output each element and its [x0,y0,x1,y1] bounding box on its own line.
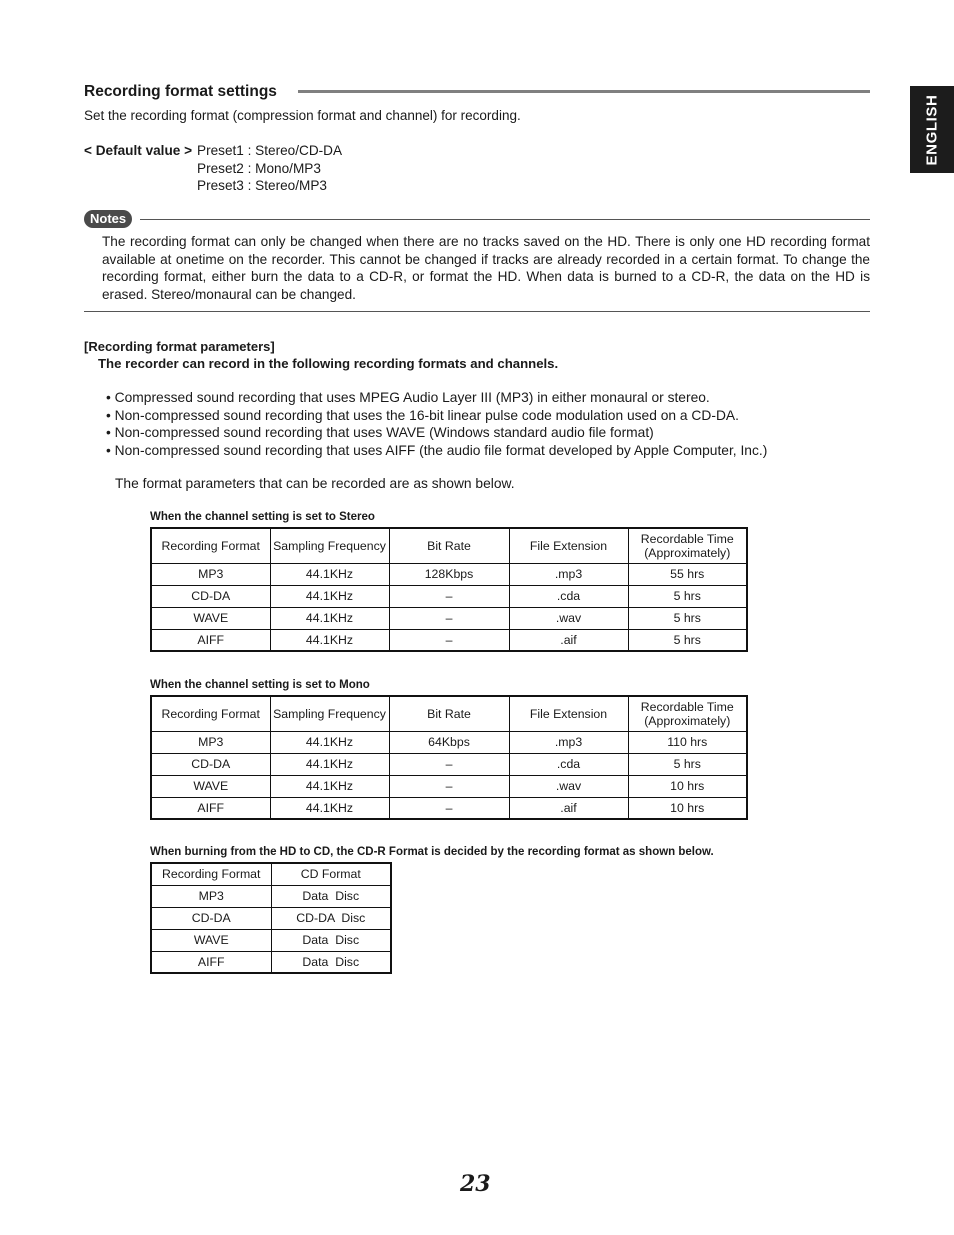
default-value-label: < Default value > [84,143,193,158]
stereo-table-caption: When the channel setting is set to Stereo [150,511,375,523]
section-title: Recording format settings [84,83,277,100]
table-header: Bit Rate [389,696,509,731]
table-cell: 44.1KHz [270,563,389,585]
table-cell: – [389,797,509,819]
table-cell: 110 hrs [628,731,747,753]
table-cell: 55 hrs [628,563,747,585]
table-header: Sampling Frequency [270,528,389,563]
table-cell: MP3 [151,731,270,753]
parameters-subheading: The recorder can record in the following recording formats and channels. [98,356,559,371]
title-rule [298,90,870,93]
table-cell: 44.1KHz [270,731,389,753]
list-item: • Non-compressed sound recording that uses AIFF (the audio file format developed by Apple Computer, Inc.) [106,442,768,458]
table-cell: Data Disc [271,951,391,973]
table-header: Recording Format [151,863,271,885]
table-row [151,563,747,585]
table-cell: .wav [509,607,628,629]
table-cell: – [389,585,509,607]
table-header: Sampling Frequency [270,696,389,731]
table-cell: AIFF [151,797,270,819]
table-cell: Data Disc [271,929,391,951]
table-row [151,753,747,775]
cd-format-table [150,862,392,974]
table-cell: 44.1KHz [270,797,389,819]
table-row [151,731,747,753]
table-header: Recording Format [151,696,270,731]
table-cell: .aif [509,797,628,819]
list-item: • Non-compressed sound recording that uses WAVE (Windows standard audio file format) [106,425,654,440]
table-cell: .mp3 [509,563,628,585]
table-cell: WAVE [151,929,271,951]
table-header: File Extension [509,696,628,731]
table-cell: CD-DA [151,753,270,775]
table-cell: .aif [509,629,628,651]
table-header: Recordable Time (Approximately) [628,696,747,731]
table-cell: 5 hrs [628,629,747,651]
preset3: Preset3 : Stereo/MP3 [197,178,327,193]
mono-format-table [150,695,748,820]
cd-table-caption: When burning from the HD to CD, the CD-R Format is decided by the recording format as shown below. [150,846,714,858]
stereo-format-table [150,527,748,652]
table-cell: .cda [509,585,628,607]
table-row [151,797,747,819]
table-cell: 44.1KHz [270,753,389,775]
notes-divider-top [140,219,870,220]
notes-body: The recording format can only be changed when there are no tracks saved on the HD. There is only one HD recording format available at onetime on the recorder. This cannot be changed if tracks are already recorded in a certain format. To change the recording format, either burn the data to a CD-R, or format the HD. When data is burned to a CD-R, the data on the HD is erased. Stereo/monaural can be changed. [102,234,870,302]
table-row [151,585,747,607]
table-row [151,951,391,973]
table-cell: 10 hrs [628,797,747,819]
table-cell: MP3 [151,563,270,585]
table-cell: 10 hrs [628,775,747,797]
table-row [151,607,747,629]
table-cell: 44.1KHz [270,607,389,629]
table-cell: CD-DA [151,907,271,929]
table-header: Recording Format [151,528,270,563]
table-cell: .cda [509,753,628,775]
notes-divider-bottom [84,311,870,312]
table-cell: WAVE [151,607,270,629]
table-header: CD Format [271,863,391,885]
table-header-row [151,863,391,885]
table-cell: 44.1KHz [270,629,389,651]
table-cell: .wav [509,775,628,797]
table-cell: 44.1KHz [270,775,389,797]
table-cell: WAVE [151,775,270,797]
mono-table-caption: When the channel setting is set to Mono [150,679,370,691]
table-header: Recordable Time (Approximately) [628,528,747,563]
table-cell: AIFF [151,951,271,973]
table-cell: 5 hrs [628,753,747,775]
table-row [151,629,747,651]
table-cell: – [389,629,509,651]
table-cell: MP3 [151,885,271,907]
default-values [84,142,342,195]
table-cell: 44.1KHz [270,585,389,607]
table-header: File Extension [509,528,628,563]
preset2: Preset2 : Mono/MP3 [197,160,321,176]
table-cell: – [389,607,509,629]
table-cell: – [389,775,509,797]
format-bullet-list [106,389,767,459]
table-cell: 128Kbps [389,563,509,585]
table-header-row [151,528,747,563]
list-item: • Non-compressed sound recording that uses the 16-bit linear pulse code modulation used on a CD-DA. [106,407,739,423]
parameters-heading: [Recording format parameters] [84,339,275,354]
list-item: • Compressed sound recording that uses MPEG Audio Layer III (MP3) in either monaural or stereo. [106,390,710,405]
page-number: 23 [460,1171,491,1197]
preset1: Preset1 : Stereo/CD-DA [197,143,343,158]
table-cell: .mp3 [509,731,628,753]
table-cell: Data Disc [271,885,391,907]
table-cell: CD-DA [151,585,270,607]
language-tab [910,86,954,173]
format-note: The format parameters that can be recorded are as shown below. [115,476,515,491]
table-cell: 5 hrs [628,607,747,629]
table-row [151,907,391,929]
table-row [151,929,391,951]
table-cell: CD-DA Disc [271,907,391,929]
table-cell: – [389,753,509,775]
table-cell: AIFF [151,629,270,651]
notes-badge: Notes [84,210,132,228]
table-header: Bit Rate [389,528,509,563]
table-cell: 64Kbps [389,731,509,753]
table-header-row [151,696,747,731]
table-row [151,885,391,907]
table-cell: 5 hrs [628,585,747,607]
section-intro: Set the recording format (compression format and channel) for recording. [84,108,521,123]
language-tab-label: ENGLISH [923,94,941,165]
table-row [151,775,747,797]
